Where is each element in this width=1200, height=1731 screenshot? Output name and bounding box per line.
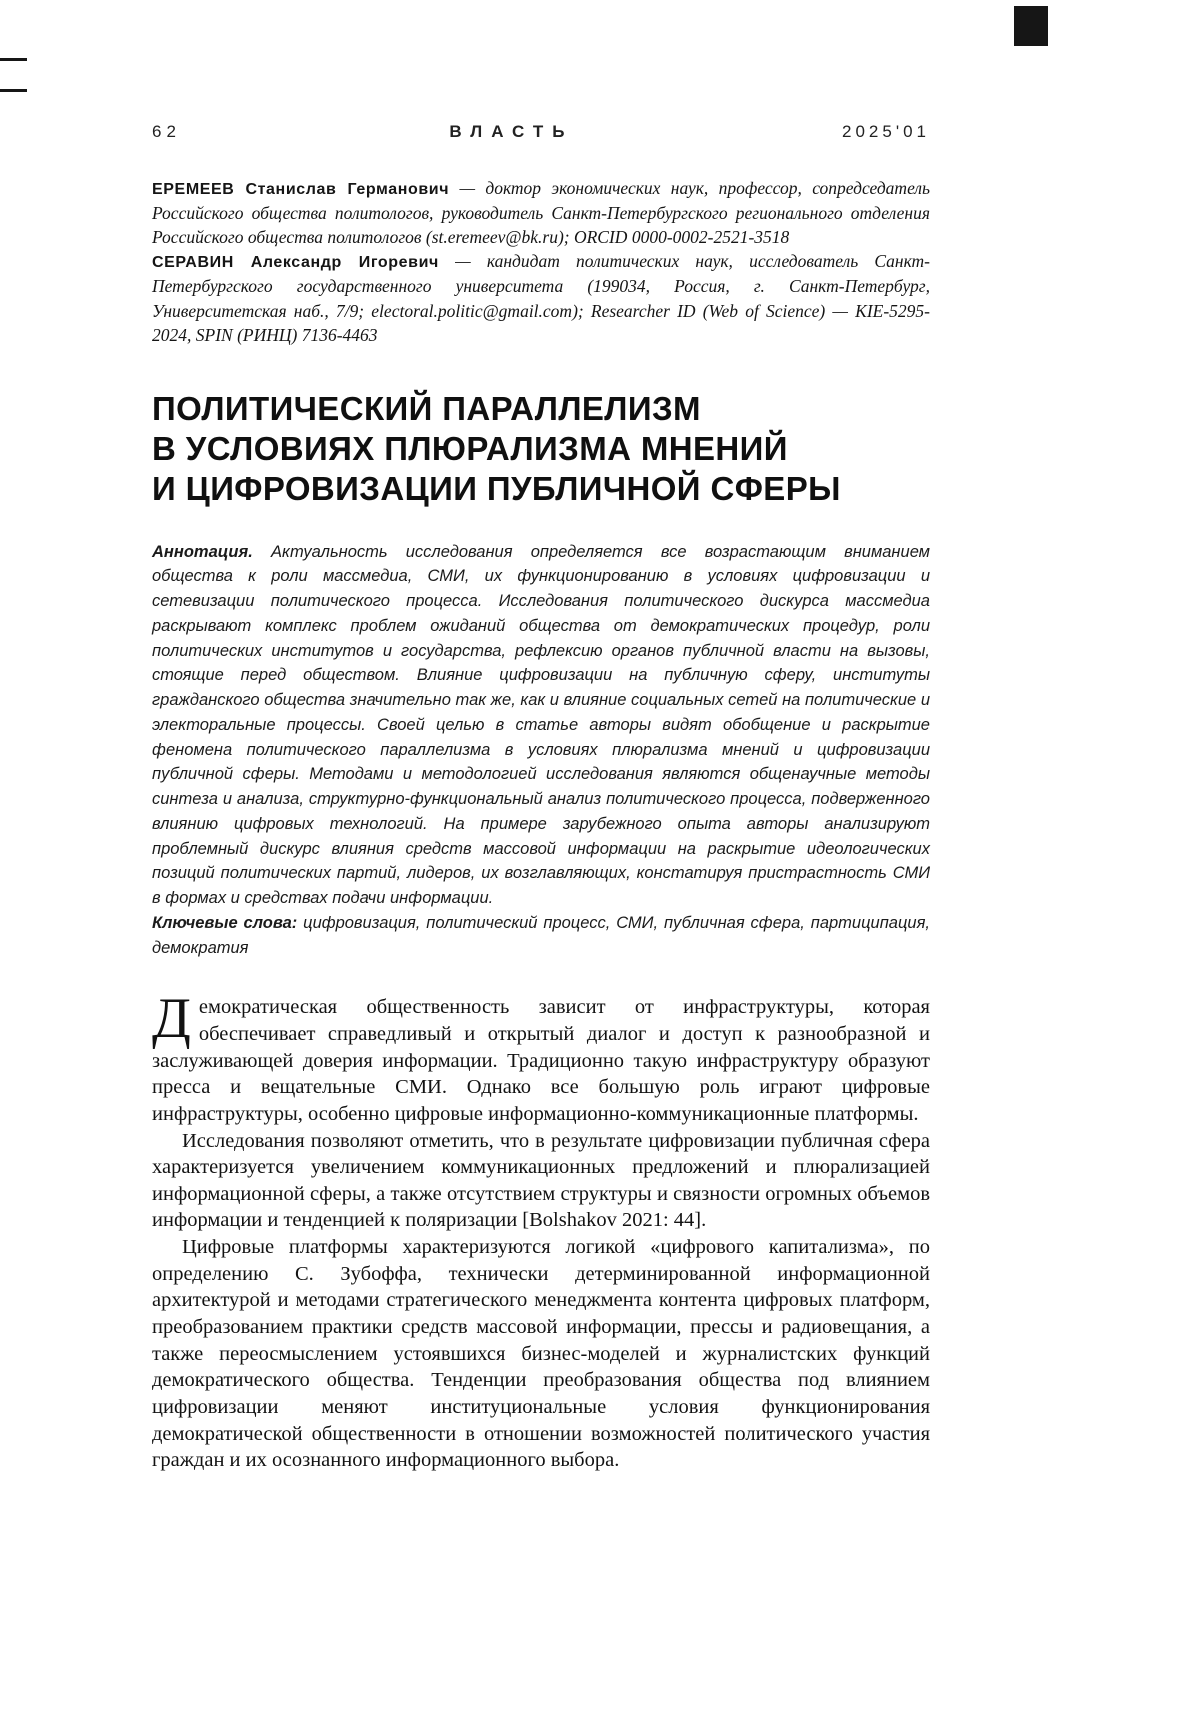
body-paragraph: Исследования позволяют отметить, что в результате цифровизации публичная сфера характеризуется увеличением коммуникационных предложений и плюрализацией информационной сферы, а также отсутствием структуры и связности огромных объемов информации и тенденцией к поляризации [Bolshakov 2021: 44]. [152, 1129, 930, 1232]
authors-block [152, 176, 930, 347]
article-title [152, 389, 930, 510]
keywords-label: Ключевые слова: [152, 913, 298, 932]
article-title-line: В УСЛОВИЯХ ПЛЮРАЛИЗМА МНЕНИЙ [152, 430, 788, 468]
author-details: — кандидат политических наук, исследователь Санкт-Петербургского государственного университета (199034, Россия, г. Санкт-Петербург, Университетская наб., 7/9; electoral.politic@gmail.com); Researcher ID (Web of Science) — KIE-5295-2024, SPIN (РИНЦ) 7136-4463 [152, 251, 930, 345]
registration-mark [0, 89, 27, 92]
drop-cap: Д [152, 987, 191, 1051]
running-header [152, 122, 930, 142]
author-paragraph [152, 176, 930, 249]
article-body [152, 987, 930, 1474]
author-paragraph [152, 249, 930, 347]
keywords-paragraph [152, 911, 930, 961]
article-title-line: ПОЛИТИЧЕСКИЙ ПАРАЛЛЕЛИЗМ [152, 389, 701, 427]
author-name: ЕРЕМЕЕВ Станислав Германович [152, 181, 450, 198]
keywords-text: цифровизация, политический процесс, СМИ, публичная сфера, партиципация, демократия [152, 913, 930, 957]
abstract-text: Актуальность исследования определяется все возрастающим вниманием общества к роли массмедиа, СМИ, их функционированию в условиях цифровизации и сетевизации политического процесса. Исследования политического дискурса массмедиа раскрывают комплекс проблем ожиданий общества от демократических процедур, роли политических институтов и государства, рефлексию органов публичной власти на вызовы, стоящие перед обществом. Влияние цифровизации на публичную сферу, институты гражданского общества значительно так же, как и влияние социальных сетей на политические и электоральные процессы. Своей целью в статье авторы видят обобщение и раскрытие феномена политического параллелизма в условиях плюрализма мнений и цифровизации публичной сферы. Методами и методологией исследования являются общенаучные методы синтеза и анализа, структурно-функциональный анализ политического процесса, подверженного влиянию цифровых технологий. На примере зарубежного опыта авторы анализируют проблемный дискурс влияния средств массовой информации на раскрытие идеологических позиций политических партий, лидеров, их возглавляющих, констатируя пристрастность СМИ в формах и средствах подачи информации. [152, 542, 930, 908]
page-content [152, 0, 930, 1474]
abstract-block [152, 540, 930, 961]
body-paragraph [152, 987, 930, 1127]
body-paragraph: Цифровые платформы характеризуются логикой «цифрового капитализма», по определению С. Зубоффа, технически детерминированной информационной архитектурой и методами стратегического менеджмента контента цифровых платформ, преобразованием практики средств массовой информации, прессы и радиовещания, а также переосмыслением устоявшихся бизнес-моделей и журналистских функций демократического общества. Тенденции преобразования общества под влиянием цифровизации меняют институциональные условия функционирования демократической общественности в отношении возможностей политического участия граждан и их осознанного информационного выбора. [152, 1236, 930, 1472]
registration-mark [0, 58, 27, 61]
author-name: СЕРАВИН Александр Игоревич [152, 254, 439, 272]
issue-number: 2025'01 [842, 122, 930, 141]
article-title-line: И ЦИФРОВИЗАЦИИ ПУБЛИЧНОЙ СФЕРЫ [152, 470, 841, 508]
abstract-label: Аннотация. [152, 542, 253, 561]
abstract-paragraph [152, 540, 930, 911]
page-number: 62 [152, 122, 181, 141]
body-paragraph-text: емократическая общественность зависит от инфраструктуры, которая обеспечивает справедливый и открытый диалог и доступ к разнообразной и заслуживающей доверия информации. Традиционно такую инфраструктуру образуют пресса и вещательные СМИ. Однако все большую роль играют цифровые инфраструктуры, особенно цифровые информационно-коммуникационные платформы. [152, 996, 930, 1125]
scan-corner-mark [1014, 6, 1048, 46]
journal-title: ВЛАСТЬ [449, 122, 574, 141]
author-details: — доктор экономических наук, профессор, сопредседатель Российского общества политологов, руководитель Санкт-Петербургского регионального отделения Российского общества политологов (st.eremeev@bk.ru); ORCID 0000-0002-2521-3518 [152, 178, 930, 248]
